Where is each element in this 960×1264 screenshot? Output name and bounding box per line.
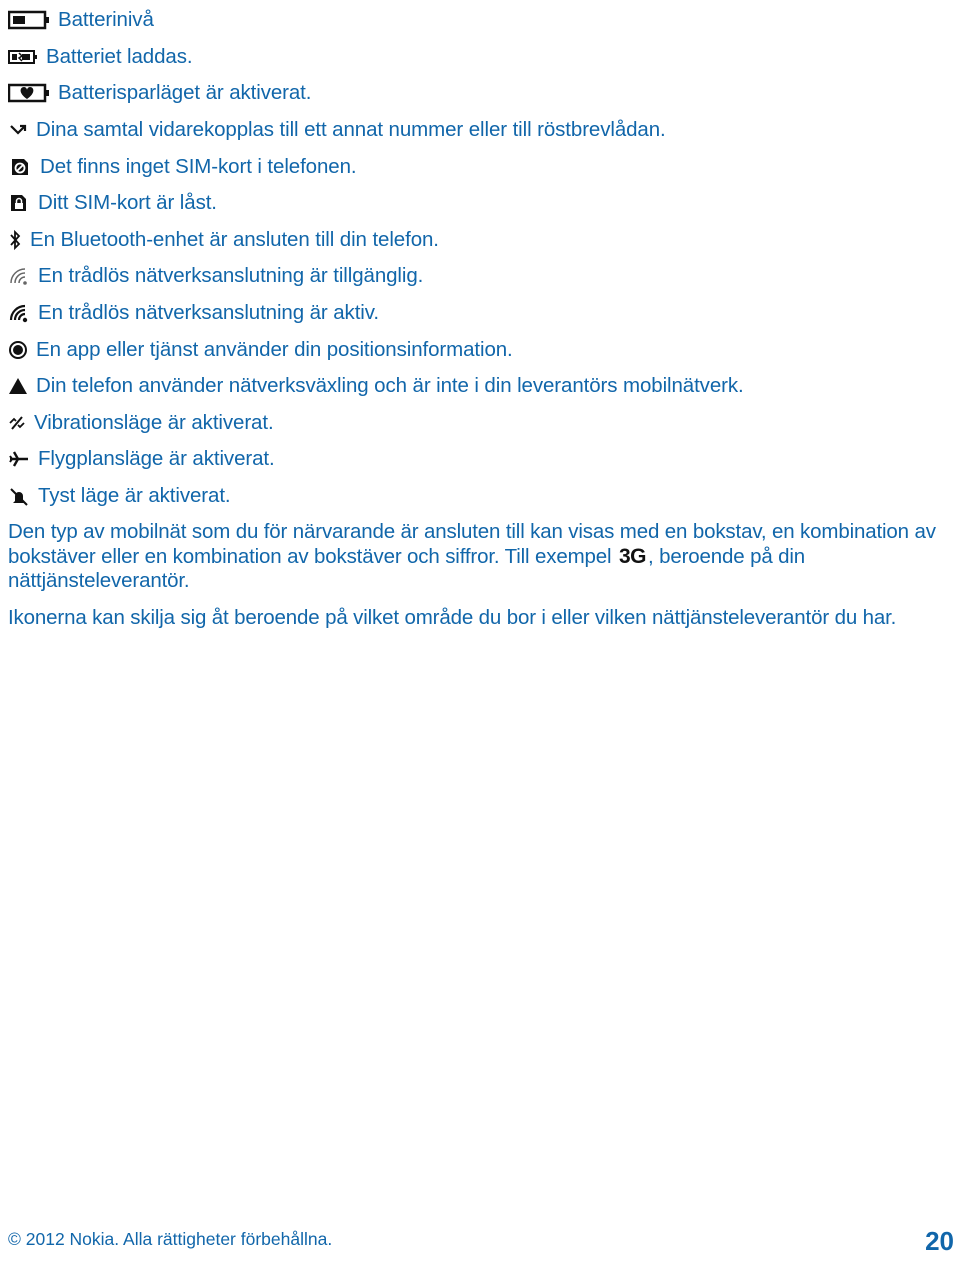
list-item-text: En Bluetooth-enhet är ansluten till din telefon. [30,227,439,251]
network-type-paragraph [8,520,956,594]
battery-saver-icon [8,83,50,103]
copyright-notice: © 2012 Nokia. Alla rättigheter förbehållna. [8,1229,333,1249]
list-item [8,148,960,185]
list-item-text: Ditt SIM-kort är låst. [38,191,217,215]
list-item [8,441,960,478]
bluetooth-icon [8,229,22,251]
list-item [8,185,960,222]
list-item [8,112,960,149]
list-item-text: Tyst läge är aktiverat. [38,484,231,508]
vibrate-icon [8,413,26,433]
status-icon-list [8,2,960,514]
list-item [8,222,960,259]
no-sim-icon [8,157,32,177]
network-3g-icon: 3G [618,544,646,568]
wlan-available-icon [8,266,30,286]
page-number: 20 [925,1226,954,1256]
battery-level-icon [8,10,50,30]
sim-locked-icon [8,193,30,213]
paragraph-text: Den typ av mobilnät som du för närvarande är ansluten till kan visas med en bokstav, en kombination av bokstäver eller en kombination av bokstäver och siffror. Till exempel [8,520,936,568]
list-item-text: Flygplansläge är aktiverat. [38,447,275,471]
list-item-text: En trådlös nätverksanslutning är tillgänglig. [38,264,424,288]
list-item [8,295,960,332]
list-item-text: Vibrationsläge är aktiverat. [34,410,274,434]
list-item-text: En app eller tjänst använder din positionsinformation. [36,337,513,361]
list-item [8,331,960,368]
list-item-text: Din telefon använder nätverksväxling och är inte i din leverantörs mobilnätverk. [36,374,744,398]
battery-charging-icon [8,47,38,67]
call-divert-icon [8,120,28,140]
list-item-text: Batteriet laddas. [46,44,193,68]
icons-note-paragraph: Ikonerna kan skilja sig åt beroende på vilket område du bor i eller vilken nättjänsteleverantör du har. [8,606,897,629]
list-item [8,39,960,76]
paragraph-text-end: , beroende på din nättjänsteleverantör. [8,544,806,592]
list-item-text: Batterisparläget är aktiverat. [58,81,312,105]
list-item [8,368,960,405]
airplane-icon [8,449,30,469]
list-item [8,478,960,515]
list-item-text: Det finns inget SIM-kort i telefonen. [40,154,357,178]
list-item [8,405,960,442]
list-item-text: Dina samtal vidarekopplas till ett annat nummer eller till röstbrevlådan. [36,118,666,142]
list-item [8,2,960,39]
roaming-icon [8,376,28,396]
list-item-text: En trådlös nätverksanslutning är aktiv. [38,301,379,325]
wlan-active-icon [8,303,30,323]
list-item [8,258,960,295]
silent-icon [8,486,30,506]
list-item [8,75,960,112]
location-icon [8,340,28,360]
list-item-text: Batterinivå [58,8,154,32]
